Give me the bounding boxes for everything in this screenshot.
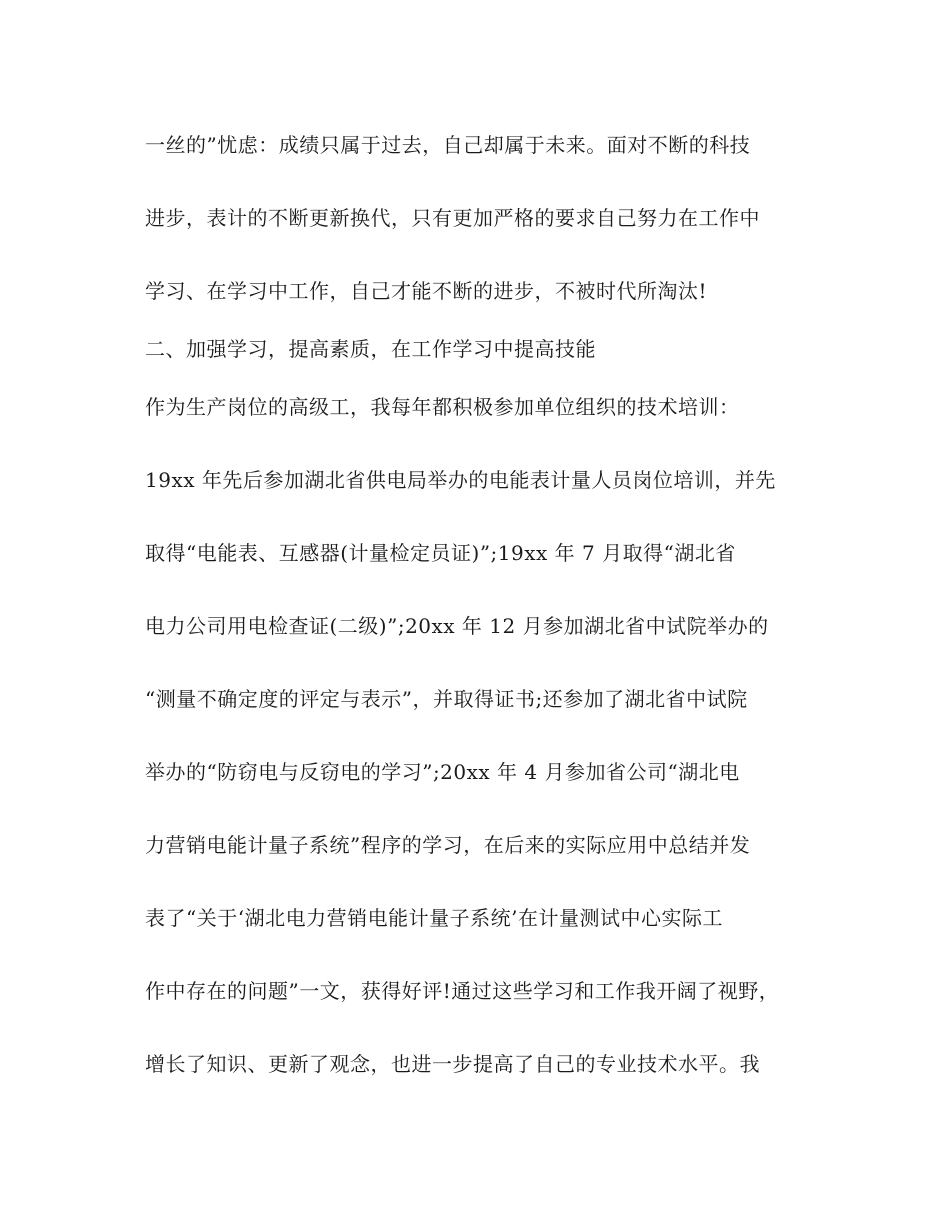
paragraph-line: 取得“电能表、互感器(计量检定员证)”;19xx 年 7 月取得“湖北省 [145, 541, 736, 565]
paragraph-line: “测量不确定度的评定与表示”，并取得证书;还参加了湖北省中试院 [145, 687, 748, 711]
paragraph-line: 19xx 年先后参加湖北省供电局举办的电能表计量人员岗位培训，并先 [145, 468, 776, 492]
paragraph-line: 力营销电能计量子系统”程序的学习，在后来的实际应用中总结并发 [145, 833, 751, 857]
paragraph-line: 作中存在的问题”一文，获得好评!通过这些学习和工作我开阔了视野， [145, 979, 780, 1003]
section-heading: 二、加强学习，提高素质，在工作学习中提高技能 [145, 337, 596, 361]
paragraph-line: 表了“关于‘湖北电力营销电能计量子系统’在计量测试中心实际工 [145, 906, 723, 930]
paragraph-line: 作为生产岗位的高级工，我每年都积极参加单位组织的技术培训： [145, 395, 740, 419]
paragraph-line: 学习、在学习中工作，自己才能不断的进步，不被时代所淘汰! [145, 279, 708, 303]
paragraph-line: 电力公司用电检查证(二级)”;20xx 年 12 月参加湖北省中试院举办的 [145, 614, 769, 638]
paragraph-line: 进步，表计的不断更新换代，只有更加严格的要求自己努力在工作中 [145, 206, 760, 230]
paragraph-line: 增长了知识、更新了观念，也进一步提高了自己的专业技术水平。我 [145, 1052, 760, 1076]
paragraph-line: 举办的“防窃电与反窃电的学习”;20xx 年 4 月参加省公司“湖北电 [145, 760, 740, 784]
paragraph-line: 一丝的”忧虑：成绩只属于过去，自己却属于未来。面对不断的科技 [145, 133, 751, 157]
